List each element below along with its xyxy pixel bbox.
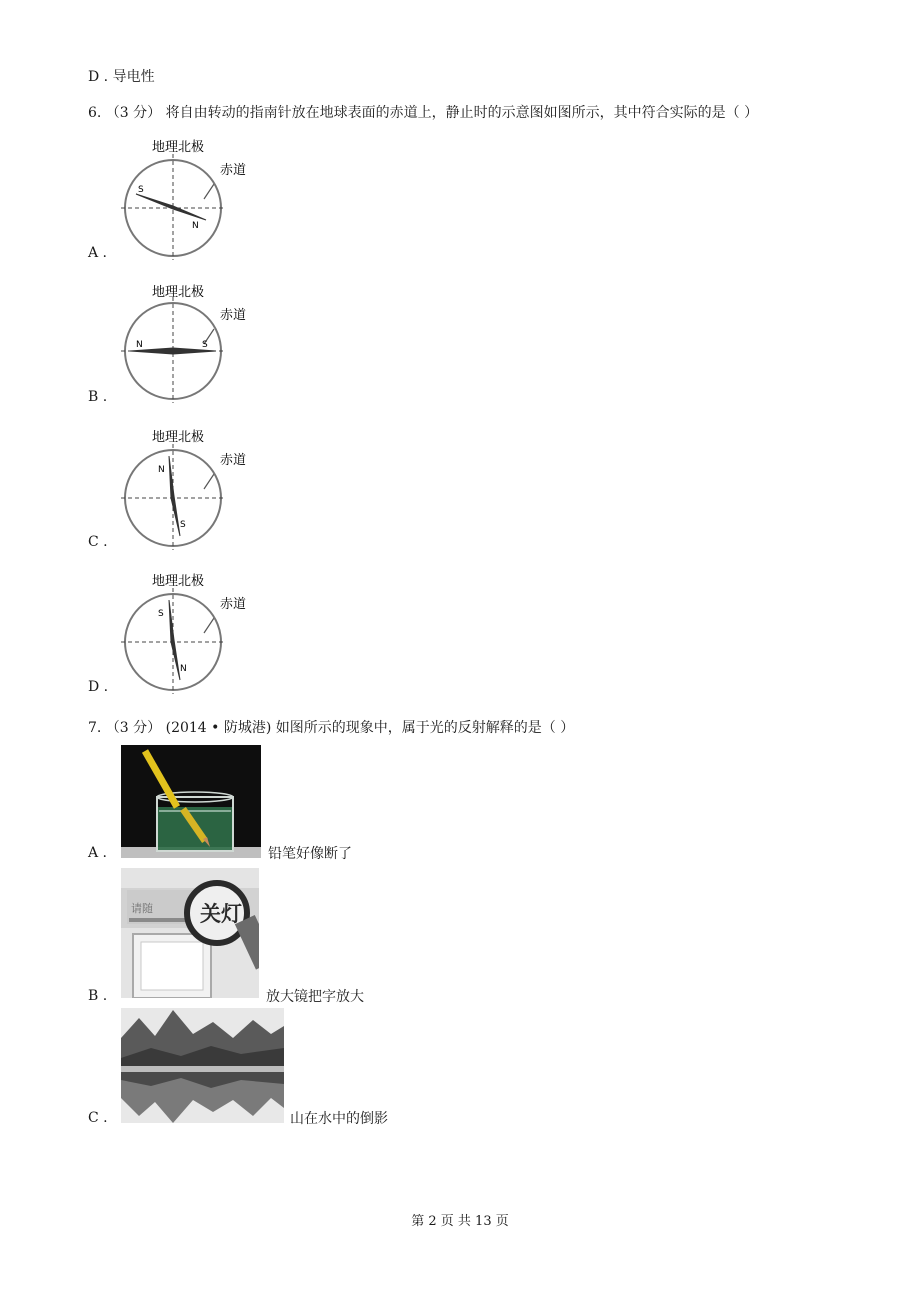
q6-option-d-compass-figure [118, 570, 258, 695]
needle-upper-label: N [158, 465, 165, 475]
north-pole-label: 地理北极 [152, 140, 205, 155]
prev-question-option-d: D . 导电性 [88, 69, 155, 85]
question-6-stem: 6. （3 分） 将自由转动的指南针放在地球表面的赤道上，静止时的示意图如图所示，其中符合实际的是（ ） [88, 105, 759, 121]
equator-label: 赤道 [220, 163, 247, 178]
needle-upper-label: S [158, 609, 164, 619]
q6-option-a-compass-figure [118, 136, 258, 261]
q7-option-c-letter[interactable]: C . [88, 1110, 108, 1126]
q7-option-b-magnifier-photo [121, 868, 259, 998]
q7-option-a-pencil-photo [121, 745, 261, 858]
q7-option-b-letter[interactable]: B . [88, 988, 108, 1004]
needle-lower-label: S [202, 340, 208, 350]
q7-option-c-reflection-photo [121, 1008, 284, 1123]
svg-text:请随: 请随 [131, 902, 153, 915]
needle-upper-label: N [136, 340, 143, 350]
q7-option-a-letter[interactable]: A . [88, 845, 108, 861]
page-footer: 第 2 页 共 13 页 [411, 1214, 509, 1229]
q6-option-b-compass-figure [118, 281, 258, 406]
q6-option-b-letter[interactable]: B . [88, 389, 108, 405]
q6-option-c-compass-figure [118, 426, 258, 551]
needle-lower-label: N [180, 664, 187, 674]
north-pole-label: 地理北极 [152, 285, 205, 300]
q7-option-b-caption: 放大镜把字放大 [266, 989, 364, 1005]
q7-option-a-caption: 铅笔好像断了 [268, 846, 352, 862]
q6-option-d-letter[interactable]: D . [88, 679, 109, 695]
equator-label: 赤道 [220, 308, 247, 323]
needle-lower-label: S [180, 520, 186, 530]
equator-label: 赤道 [220, 453, 247, 468]
equator-label: 赤道 [220, 597, 247, 612]
needle-lower-label: N [192, 221, 199, 231]
q6-option-a-letter[interactable]: A . [88, 245, 108, 261]
magnified-sign-text: 关灯 [200, 902, 242, 926]
q7-option-c-caption: 山在水中的倒影 [290, 1111, 388, 1127]
north-pole-label: 地理北极 [152, 430, 205, 445]
question-7-stem: 7. （3 分） (2014 • 防城港) 如图所示的现象中，属于光的反射解释的是（ ） [88, 720, 575, 736]
north-pole-label: 地理北极 [152, 574, 205, 589]
q6-option-c-letter[interactable]: C . [88, 534, 108, 550]
needle-upper-label: S [138, 185, 144, 195]
